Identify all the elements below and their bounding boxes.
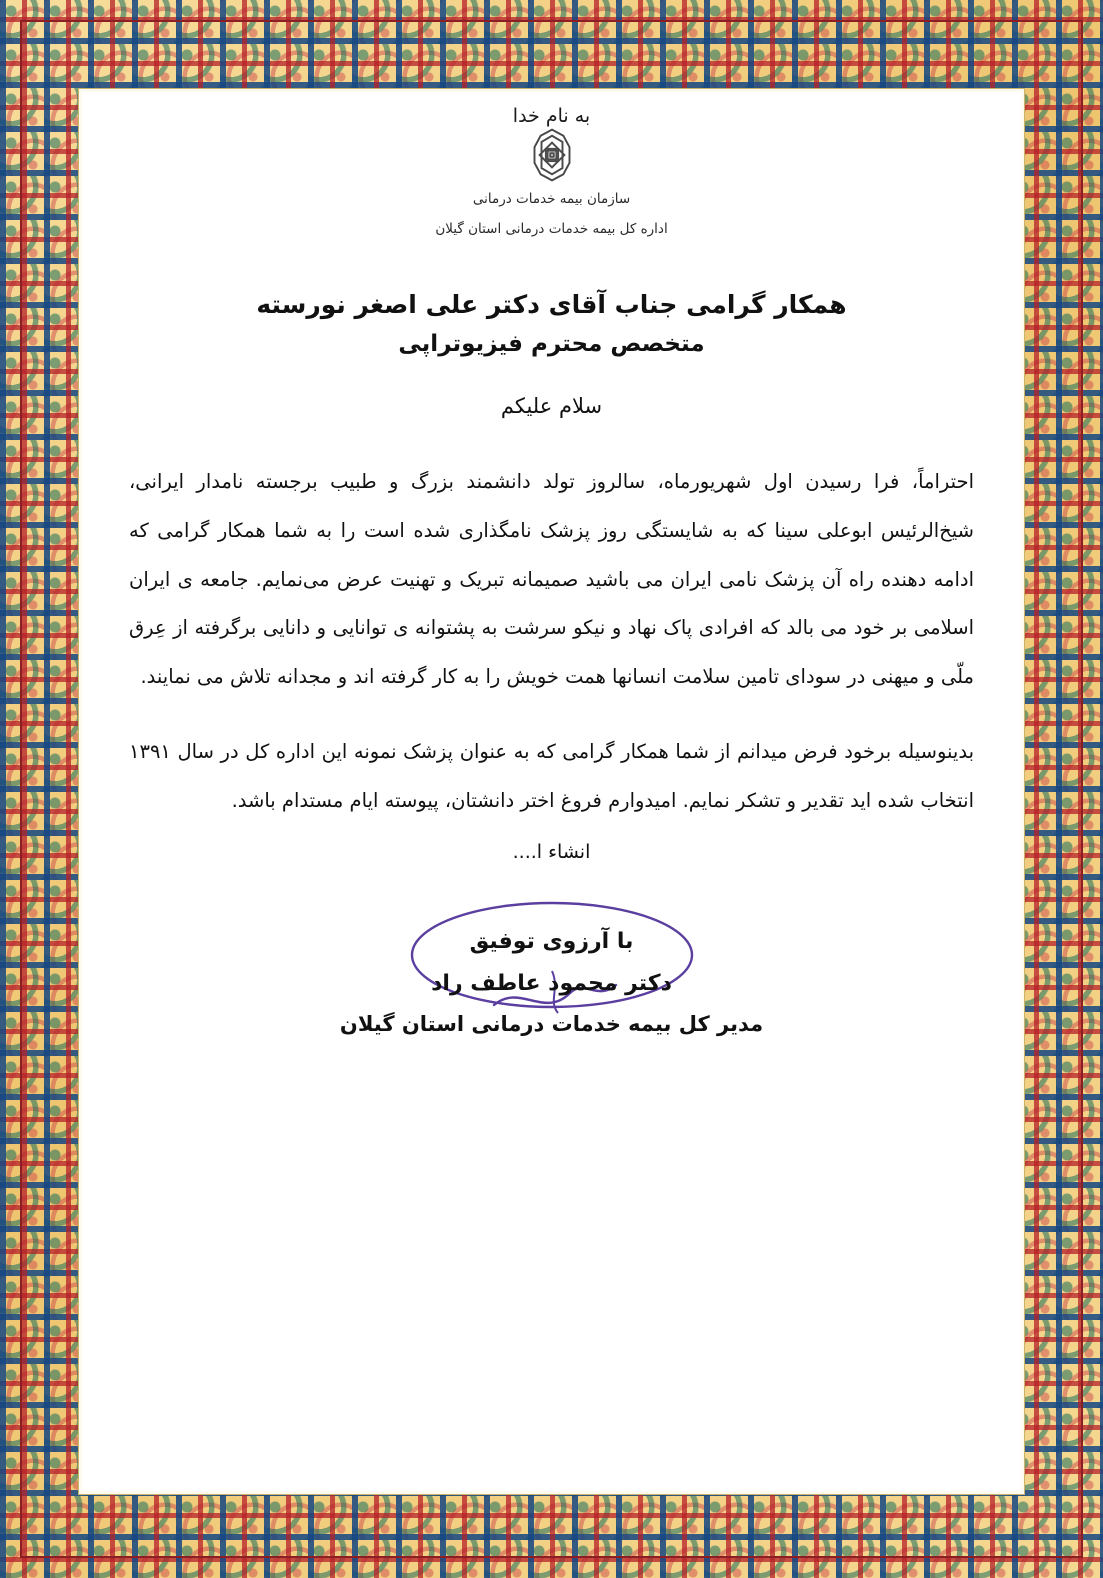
recipient-block [123,285,980,364]
body-paragraph-2: بدینوسیله برخود فرض میدانم از شما همکار گرامی که به عنوان پزشک نمونه این اداره کل در سال ۱۳۹۱ انتخاب شده اید تقدیر و تشکر نمایم. امیدوارم فروغ اختر دانشتان، پیوسته ایام مستدام باشد. [129,739,974,812]
body-paragraph-1: احتراماً، فرا رسیدن اول شهریورماه، سالروز تولد دانشمند بزرگ و طبیب برجسته نامدار ایرانی، شیخ‌الرئیس ابوعلی سینا که به شایستگی روز پزشک نامگذاری شده است را به شما همکار گرامی که ادامه دهنده راه آن پزشک نامی ایران می باشید صمیمانه تبریک و تهنیت عرض می‌نمایم. جامعه ی ایران اسلامی بر خود می بالد که افرادی پاک نهاد و نیکو سرشت به پشتوانه ی توانایی و دانایی برگرفته از عِرق ملّی و میهنی در سودای تامین سلامت انسانها همت خویش را به کار گرفته اند و مجدانه تلاش می نمایند. [129,470,974,689]
signature-name: دکتر محمود عاطف راد [431,971,672,997]
recipient-name: همکار گرامی جناب آقای دکتر علی اصغر نورسته [256,290,847,319]
signature-block [123,921,980,1044]
department-name: اداره کل بیمه خدمات درمانی استان گیلان [435,221,668,237]
greeting-text: سلام علیکم [500,394,603,419]
letterhead [123,127,980,237]
recipient-title: متخصص محترم فیزیوتراپی [398,331,705,357]
letter-body [123,458,980,825]
organization-name: سازمان بیمه خدمات درمانی [472,191,631,207]
letter-paper [78,88,1025,1495]
signature-title: مدیر کل بیمه خدمات درمانی استان گیلان [339,1011,764,1036]
closing-tail-text: انشاء ا.... [512,841,591,864]
islamic-star-emblem-icon [524,127,580,183]
basmala-text: به نام خدا [512,105,591,127]
signature-wish: با آرزوی توفیق [469,929,634,955]
